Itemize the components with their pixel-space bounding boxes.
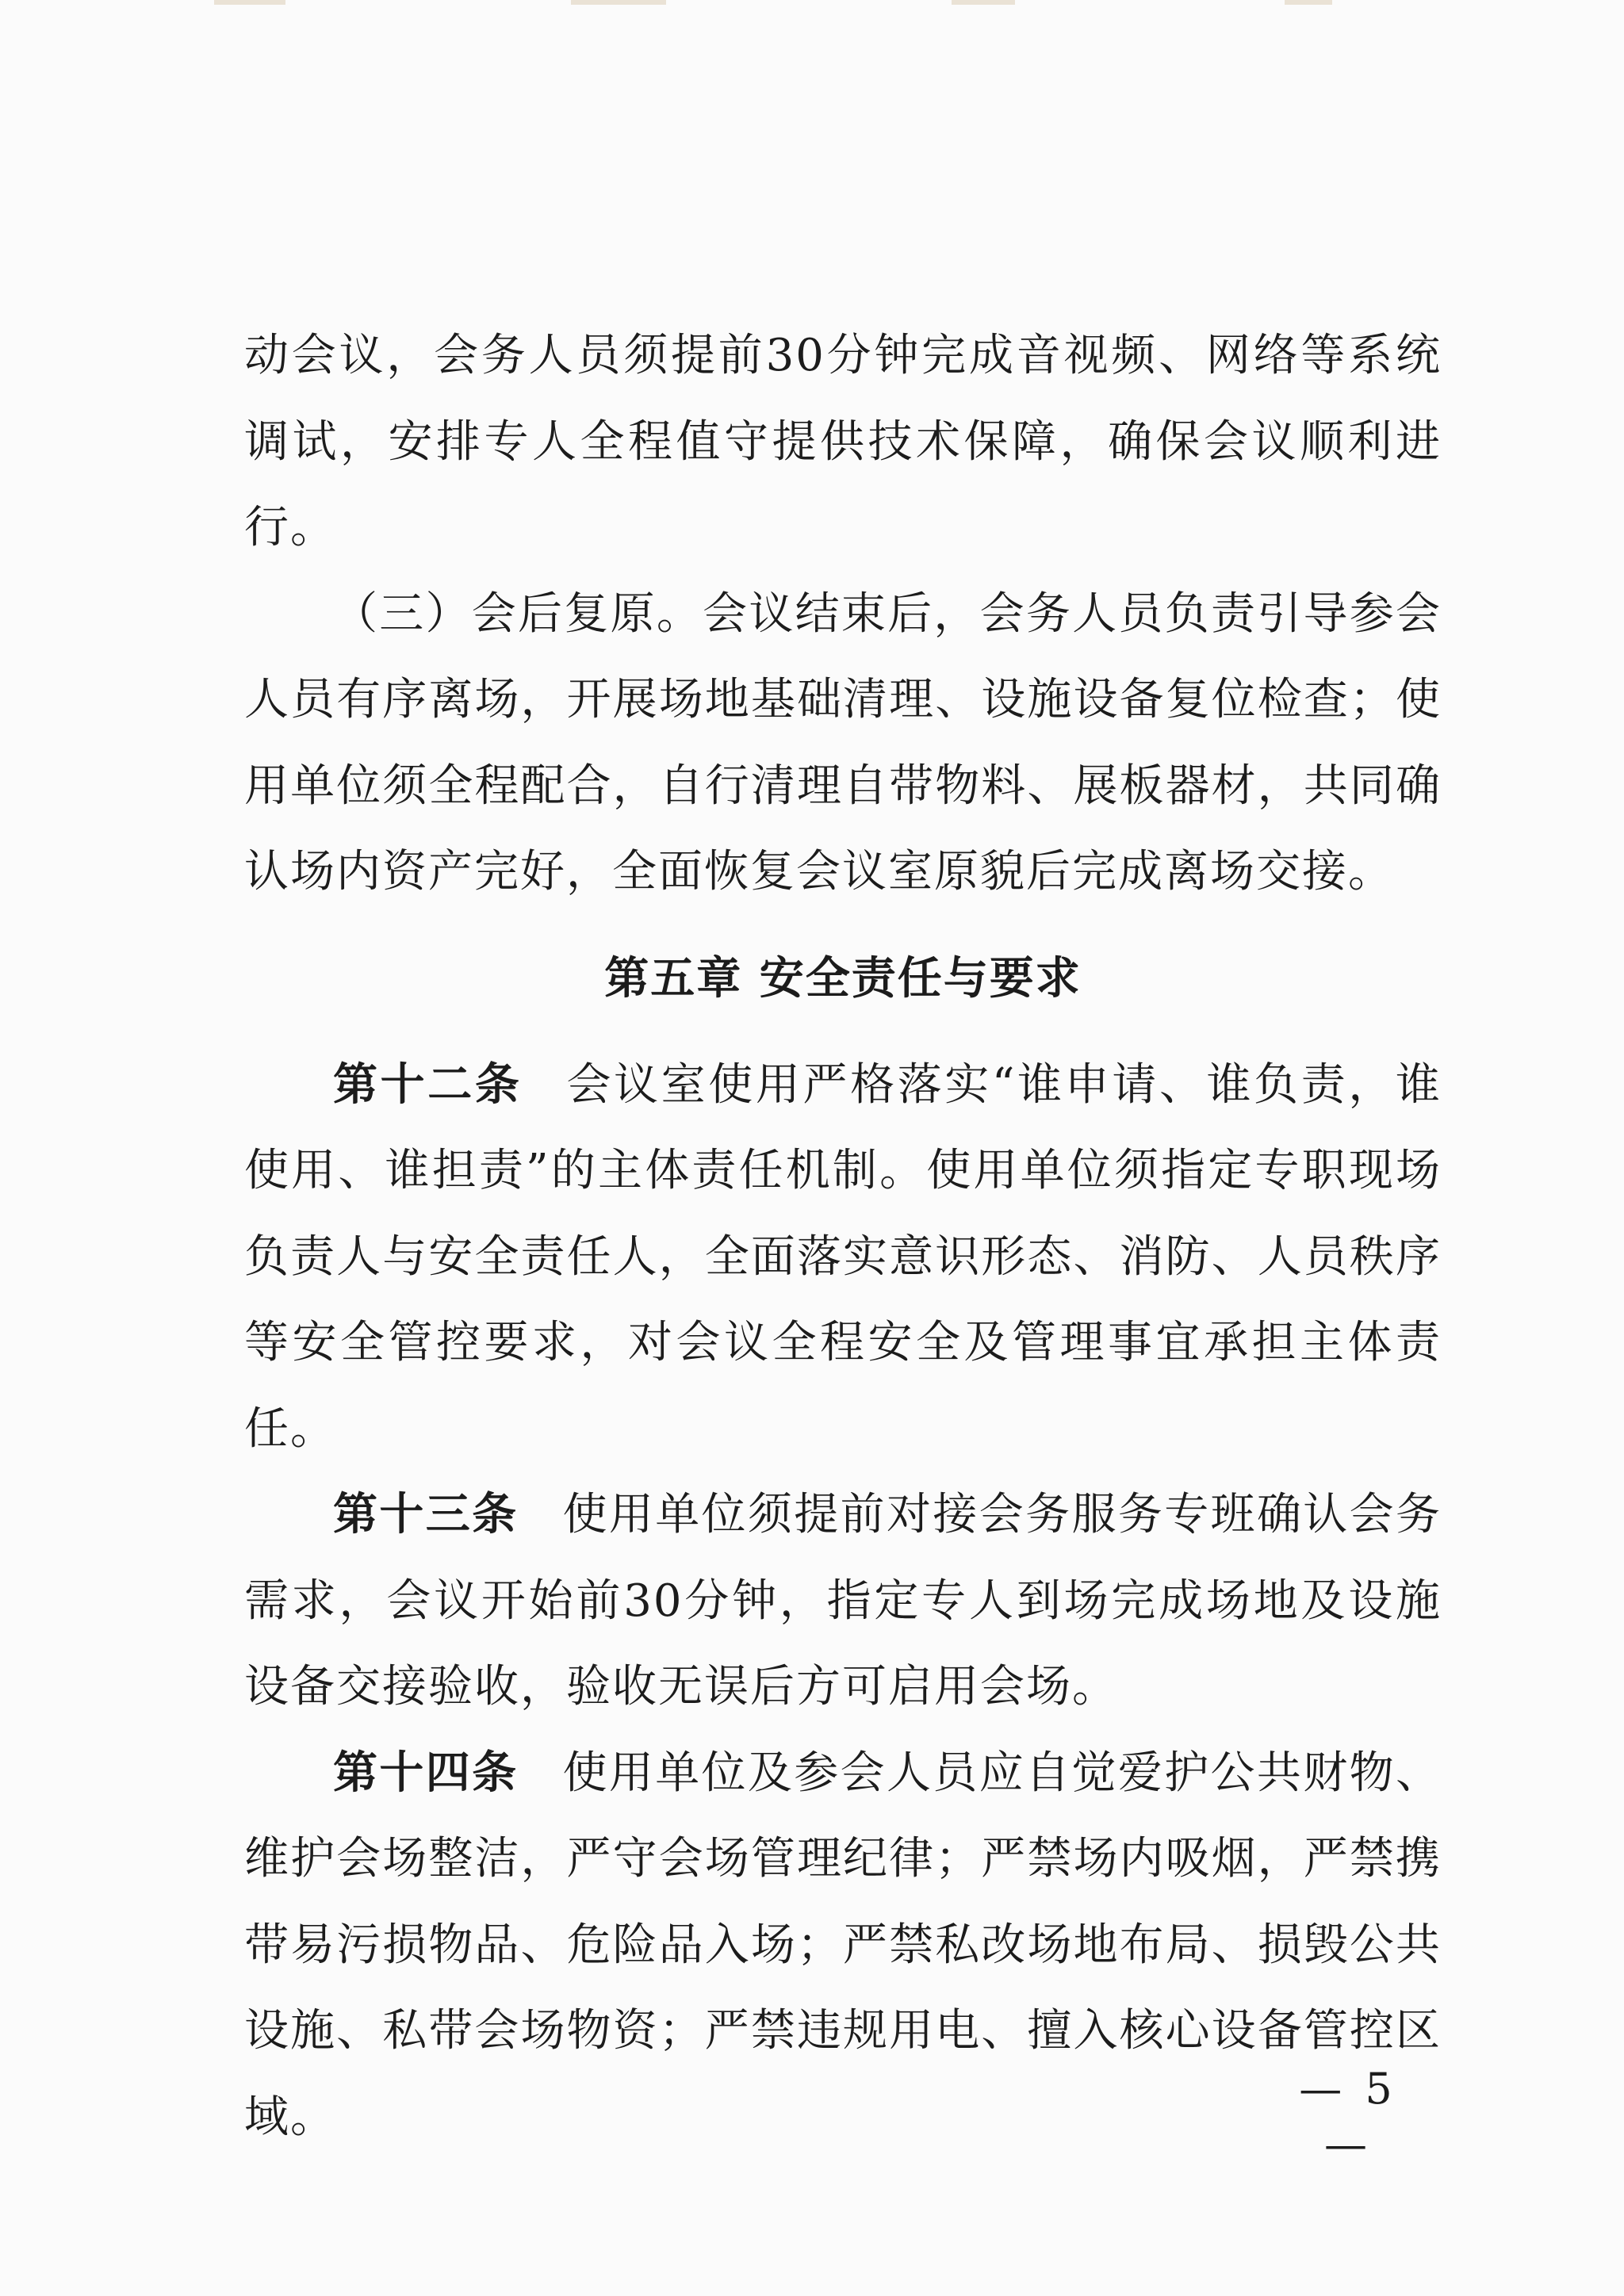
document-body [244, 313, 1442, 2160]
article-12-label: 第十二条 [333, 1058, 523, 1111]
article-13 [244, 1472, 1442, 1731]
article-14 [244, 1731, 1442, 2161]
article-13-label: 第十三条 [333, 1489, 519, 1540]
paragraph-continuation: 动会议，会务人员须提前30分钟完成音视频、网络等系统调试，安排专人全程值守提供技术保障，确保会议顺利进行。 [244, 330, 1442, 553]
paragraph-after-meeting-restoration: （三）会后复原。会议结束后，会务人员负责引导参会人员有序离场，开展场地基础清理、设施设备复位检查；使用单位须全程配合，自行清理自带物料、展板器材，共同确认场内资产完好，全面恢复会议室原貌后完成离场交接。 [244, 587, 1442, 897]
chapter-title: 第五章 安全责任与要求 [604, 952, 1082, 1004]
article-12 [244, 1043, 1442, 1473]
article-12-text: 会议室使用严格落实“谁申请、谁负责，谁使用、谁担责”的主体责任机制。使用单位须指定专职现场负责人与安全责任人，全面落实意识形态、消防、人员秩序等安全管控要求，对会议全程安全及管理事宜承担主体责任。 [244, 1058, 1442, 1455]
page-number: — 5 — [1299, 2064, 1397, 2169]
article-14-label: 第十四条 [333, 1747, 519, 1799]
article-13-text: 使用单位须提前对接会务服务专班确认会务需求，会议开始前30分钟，指定专人到场完成场地及设施设备交接验收，验收无误后方可启用会场。 [244, 1489, 1442, 1712]
scan-edge-marks [0, 0, 1624, 8]
article-14-text: 使用单位及参会人员应自觉爱护公共财物、维护会场整洁，严守会场管理纪律；严禁场内吸烟，严禁携带易污损物品、危险品入场；严禁私改场地布局、损毁公共设施、私带会场物资；严禁违规用电、擅入核心设备管控区域。 [244, 1747, 1442, 2143]
